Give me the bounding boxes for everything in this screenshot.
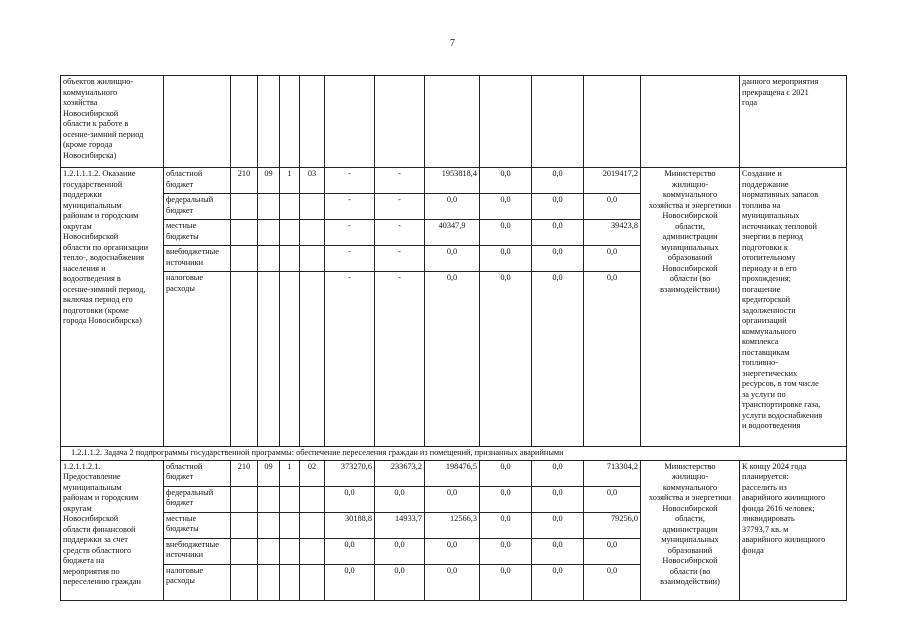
value-cell: 0,0	[532, 564, 584, 600]
value-cell: 0,0	[480, 486, 532, 512]
value-cell: 0,0	[480, 194, 532, 220]
value-cell: 0,0	[532, 194, 584, 220]
funding-source-cell: федеральный бюджет	[164, 194, 231, 220]
value-cell: 0,0	[584, 194, 641, 220]
value-cell: 0,0	[375, 486, 425, 512]
measure-name-cell: 1.2.1.1.1.2. Оказание государственной поддержки муниципальным районам и городским округам Новосибирской области по организации тепло-, водоснабжения населения и водоотведения в осенне-зимний период, включая период его подготовки (кроме города Новосибирска)	[61, 168, 164, 447]
code-cell: 09	[258, 460, 280, 486]
value-cell: 0,0	[480, 246, 532, 272]
value-cell: -	[375, 194, 425, 220]
code-cell: 1	[280, 168, 300, 194]
value-cell: 0,0	[325, 564, 375, 600]
value-cell: -	[325, 220, 375, 246]
value-cell: 0,0	[375, 538, 425, 564]
value-cell: 14933,7	[375, 512, 425, 538]
value-cell: -	[375, 272, 425, 447]
code-cell: 09	[258, 168, 280, 194]
value-cell: 0,0	[325, 486, 375, 512]
value-cell: 39423,8	[584, 220, 641, 246]
measure-name-cell: 1.2.1.1.2.1. Предоставление муниципальным районам и городским округам Новосибирской области финансовой поддержки за счет средств областного бюджета на мероприятия по переселению граждан	[61, 460, 164, 600]
value-cell: 12566,3	[425, 512, 480, 538]
value-cell: -	[375, 220, 425, 246]
value-cell: 0,0	[425, 272, 480, 447]
value-cell: 79256,0	[584, 512, 641, 538]
funding-source-cell: областной бюджет	[164, 460, 231, 486]
expected-result-cell: данного мероприятия прекращена с 2021 года	[740, 76, 847, 168]
value-cell: 0,0	[532, 538, 584, 564]
value-cell: 0,0	[480, 220, 532, 246]
funding-source-cell: внебюджетные источники	[164, 246, 231, 272]
funding-source-cell: местные бюджеты	[164, 220, 231, 246]
funding-source-cell: областной бюджет	[164, 168, 231, 194]
value-cell: 40347,9	[425, 220, 480, 246]
code-cell: 03	[300, 168, 325, 194]
task-header: 1.2.1.1.2. Задача 2 подпрограммы государственной программы: обеспечение переселения граждан из помещений, признанных аварийными	[61, 447, 847, 461]
page-number: 7	[450, 38, 455, 49]
program-table	[60, 75, 847, 601]
value-cell: -	[325, 246, 375, 272]
expected-result-cell: К концу 2024 года планируется: расселить из аварийного жилищного фонда 2616 человек; ликвидировать 37793,7 кв. м аварийного жилищного фонда	[740, 460, 847, 600]
value-cell: 0,0	[375, 564, 425, 600]
value-cell: 0,0	[480, 460, 532, 486]
table-row	[61, 76, 847, 168]
code-cell: 02	[300, 460, 325, 486]
code-cell: 210	[231, 168, 258, 194]
funding-source-cell: внебюджетные источники	[164, 538, 231, 564]
value-cell: -	[375, 246, 425, 272]
value-cell: 0,0	[532, 246, 584, 272]
executor-cell: Министерство жилищно- коммунального хозяйства и энергетики Новосибирской области, администрации муниципальных образований Новосибирской области (во взаимодействии)	[641, 168, 740, 447]
value-cell: 0,0	[584, 246, 641, 272]
table-row	[61, 168, 847, 194]
code-cell: 1	[280, 460, 300, 486]
value-cell: 30188,8	[325, 512, 375, 538]
value-cell: 0,0	[480, 272, 532, 447]
value-cell: 0,0	[425, 538, 480, 564]
value-cell: 0,0	[532, 220, 584, 246]
value-cell: 373270,6	[325, 460, 375, 486]
expected-result-cell: Создание и поддержание нормативных запасов топлива на муниципальных источниках тепловой энергии в период подготовки к отопительному периоду и в его прохождения; погашение кредиторской задолженности организаций коммунального комплекса поставщикам топливно- энергетических ресурсов, в том числе за услуги по транспортировке газа, услуги водоснабжения и водоотведения	[740, 168, 847, 447]
value-cell: 0,0	[584, 486, 641, 512]
value-cell: 0,0	[480, 512, 532, 538]
value-cell: -	[325, 272, 375, 447]
value-cell: -	[325, 194, 375, 220]
value-cell: 0,0	[532, 512, 584, 538]
code-cell: 210	[231, 460, 258, 486]
measure-name-cell: объектов жилищно- коммунального хозяйства Новосибирской области к работе в осенне-зимний период (кроме города Новосибирска)	[61, 76, 164, 168]
value-cell: 0,0	[480, 168, 532, 194]
value-cell: 2019417,2	[584, 168, 641, 194]
funding-source-cell: налоговые расходы	[164, 272, 231, 447]
value-cell: 0,0	[425, 246, 480, 272]
funding-source-cell: местные бюджеты	[164, 512, 231, 538]
table-row	[61, 447, 847, 461]
value-cell: 233673,2	[375, 460, 425, 486]
value-cell: 0,0	[480, 564, 532, 600]
value-cell: 0,0	[584, 538, 641, 564]
value-cell: 0,0	[425, 194, 480, 220]
value-cell: 713304,2	[584, 460, 641, 486]
funding-source-cell: федеральный бюджет	[164, 486, 231, 512]
value-cell: 0,0	[532, 486, 584, 512]
value-cell: 0,0	[532, 272, 584, 447]
value-cell: 1953818,4	[425, 168, 480, 194]
value-cell: 0,0	[325, 538, 375, 564]
value-cell: 0,0	[425, 564, 480, 600]
value-cell: 0,0	[532, 460, 584, 486]
value-cell: -	[325, 168, 375, 194]
value-cell: 0,0	[584, 564, 641, 600]
value-cell: 0,0	[480, 538, 532, 564]
value-cell: 0,0	[584, 272, 641, 447]
funding-source-cell: налоговые расходы	[164, 564, 231, 600]
table-row	[61, 460, 847, 486]
value-cell: 0,0	[425, 486, 480, 512]
executor-cell: Министерство жилищно- коммунального хозяйства и энергетики Новосибирской области, администрации муниципальных образований Новосибирской области (во взаимодействии)	[641, 460, 740, 600]
value-cell: 0,0	[532, 168, 584, 194]
value-cell: 198476,5	[425, 460, 480, 486]
value-cell: -	[375, 168, 425, 194]
